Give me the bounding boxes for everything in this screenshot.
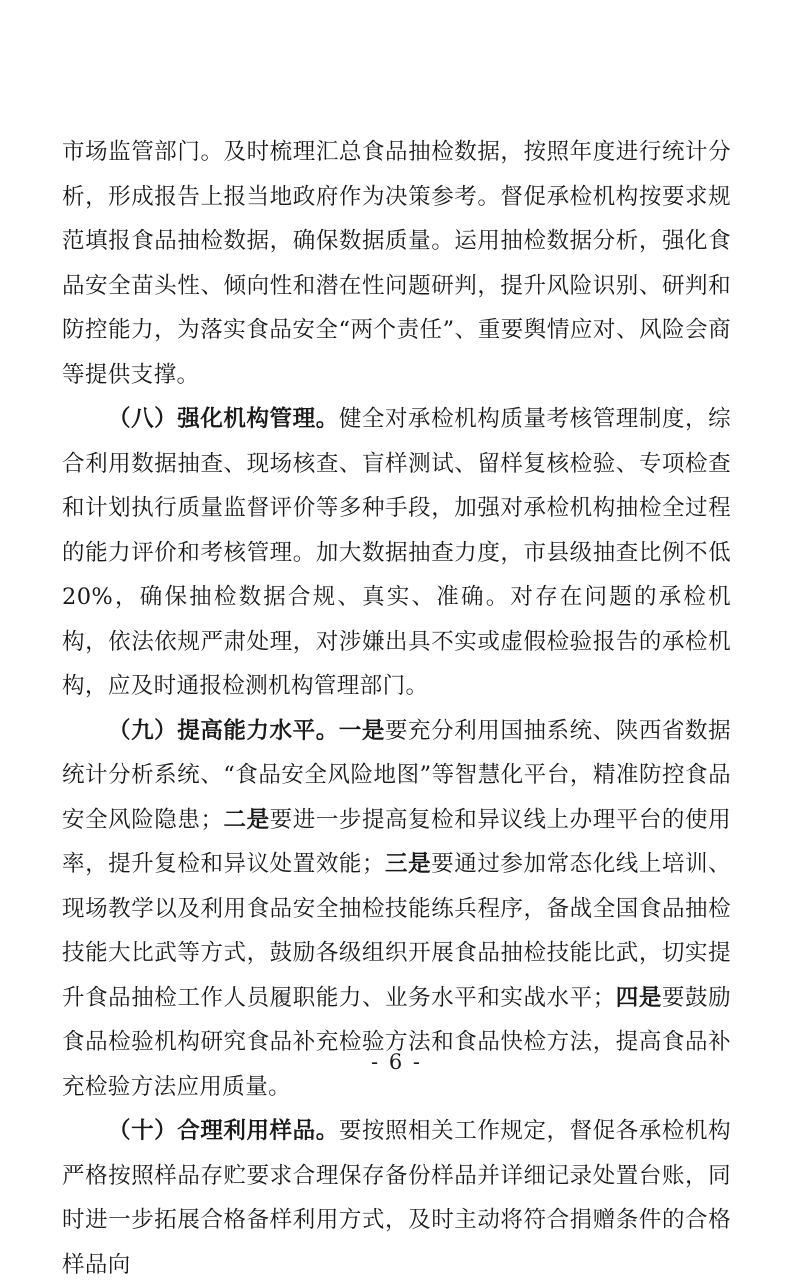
- p-item-10: [62, 1109, 731, 1287]
- run-emphasis: （十）合理利用样品。: [108, 1118, 339, 1144]
- run-text: 健全对承检机构质量考核管理制度，综合利用数据抽查、现场核查、盲样测试、留样复核检验、专项检查和计划执行质量监督评价等多种手段，加强对承检机构抽检全过程的能力评价和考核管理。加大数据抽查力度，市县级抽查比例不低 20%，确保抽检数据合规、真实、准确。对存在问题的承检机构，依法依规严肃处理，对涉嫌出具不实或虚假检验报告的承检机构，应及时通报检测机构管理部门。: [62, 406, 731, 699]
- p-item-9: [62, 709, 731, 1110]
- run-emphasis: 二是: [223, 806, 270, 833]
- run-text: 市场监管部门。及时梳理汇总食品抽检数据，按照年度进行统计分析，形成报告上报当地政府作为决策参考。督促承检机构按要求规范填报食品抽检数据，确保数据质量。运用抽检数据分析，强化食品安全苗头性、倾向性和潜在性问题研判，提升风险识别、研判和防控能力，为落实食品安全“两个责任”、重要舆情应对、风险会商等提供支撑。: [62, 139, 731, 388]
- run-text: 要通过参加常态化线上培训、现场教学以及利用食品安全抽检技能练兵程序，备战全国食品抽检技能大比武等方式，鼓励各级组织开展食品抽检技能比武，切实提升食品抽检工作人员履职能力、业务水平和实战水平；: [62, 851, 731, 1011]
- run-emphasis: （九）提高能力水平。: [108, 717, 339, 744]
- run-text: 要充分利用国抽系统、陕西省数据统计分析系统、“食品安全风险地图”等智慧化平台，精准防控食品安全风险隐患；: [62, 717, 731, 833]
- run-text: 要鼓励食品检验机构研究食品补充检验方法和食品快检方法，提高食品补充检验方法应用质量。: [62, 984, 731, 1100]
- page-number: - 6 -: [371, 1050, 422, 1074]
- run-text: 要进一步提高复检和异议线上办理平台的使用率，提升复检和异议处置效能；: [62, 806, 731, 877]
- run-emphasis: 四是: [615, 984, 662, 1011]
- run-emphasis: 三是: [384, 851, 432, 877]
- document-body: [62, 130, 731, 1287]
- p-market-supervision: [62, 130, 731, 397]
- run-emphasis: 一是: [338, 717, 385, 744]
- run-text: 要按照相关工作规定，督促各承检机构严格按照样品存贮要求合理保存备份样品并详细记录处置台账，同时进一步拓展合格备样利用方式，及时主动将符合捐赠条件的合格样品向: [62, 1118, 731, 1278]
- p-item-8: [62, 397, 731, 709]
- run-emphasis: （八）强化机构管理。: [108, 406, 339, 432]
